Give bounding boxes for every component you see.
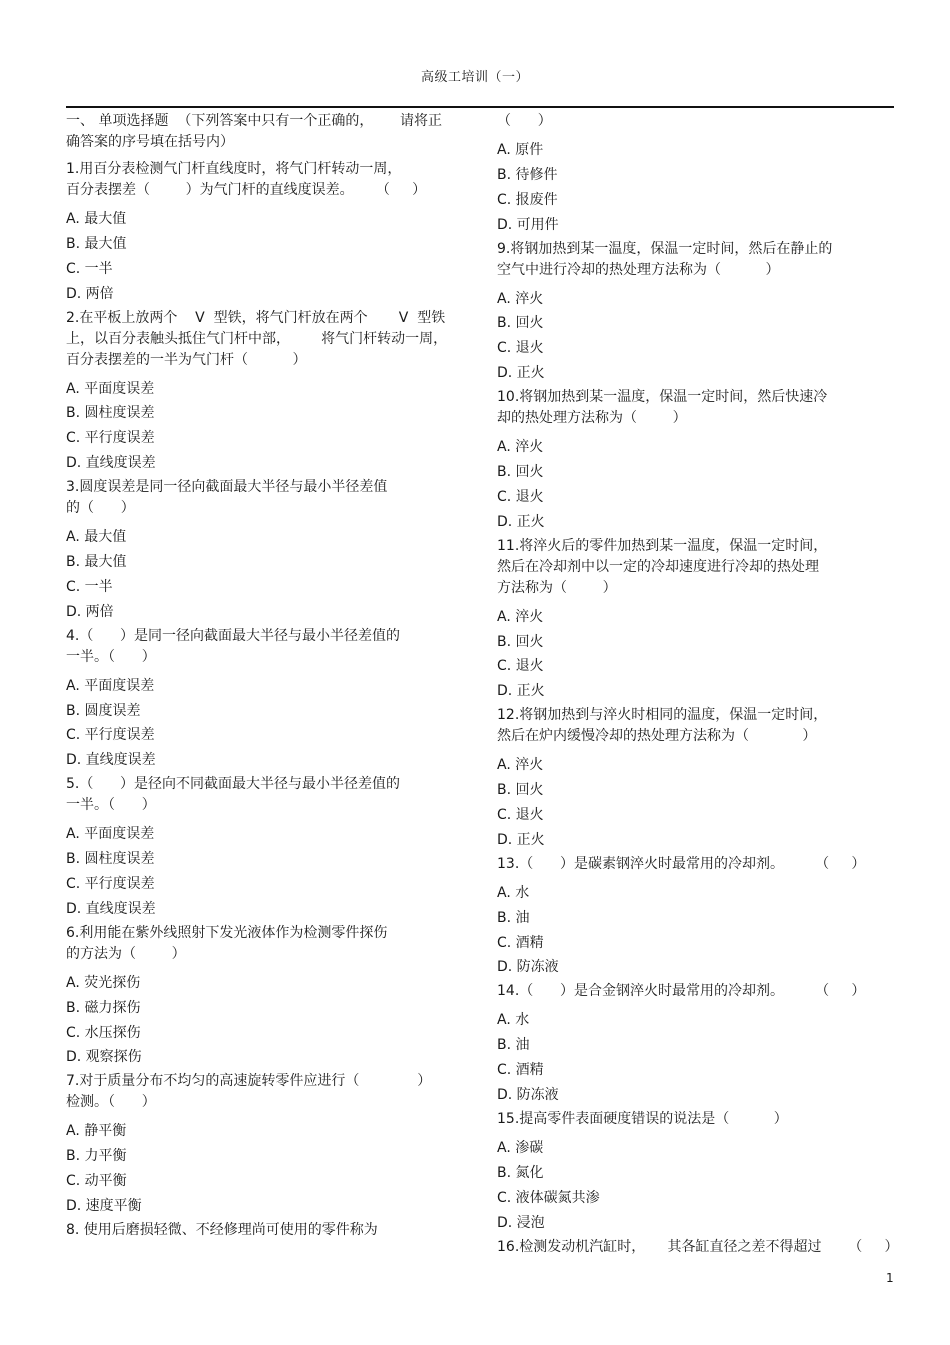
answer-option: D. 观察探伤 xyxy=(66,1049,142,1066)
header-rule xyxy=(66,106,894,108)
answer-option: C. 平行度误差 xyxy=(66,430,155,447)
answer-option: D. 两倍 xyxy=(66,603,114,620)
question-block xyxy=(66,1071,466,1113)
answer-option: D. 防冻液 xyxy=(497,959,559,976)
answer-option: A. 渗碳 xyxy=(497,1139,544,1156)
question-text: 然后在炉内缓慢冷却的热处理方法称为（ ） xyxy=(497,728,817,745)
answer-option: D. 正火 xyxy=(497,513,545,530)
section-heading-line: 确答案的序号填在括号内） xyxy=(66,134,234,150)
answer-option: B. 圆柱度误差 xyxy=(66,405,155,422)
answer-option: A. 淬火 xyxy=(497,290,544,307)
answer-option: B. 待修件 xyxy=(497,166,558,183)
answer-option: D. 两倍 xyxy=(66,285,114,302)
left-column xyxy=(66,109,466,1247)
question-text: 15.提高零件表面硬度错误的说法是（ ） xyxy=(497,1110,788,1127)
question-text: 11.将淬火后的零件加热到某一温度，保温一定时间， xyxy=(497,537,828,554)
answer-option: D. 浸泡 xyxy=(497,1214,545,1231)
question-block xyxy=(497,1109,897,1130)
section-heading-line: 一、 单项选择题 （下列答案中只有一个正确的， 请将正 xyxy=(66,113,443,129)
question-block xyxy=(497,239,897,281)
question-text: 的（ ） xyxy=(66,500,135,517)
answer-option: A. 原件 xyxy=(497,142,544,158)
answer-option: C. 液体碳氮共渗 xyxy=(497,1189,600,1206)
question-text: 上，以百分表触头抵住气门杆中部， 将气门杆转动一周， xyxy=(66,330,448,347)
answer-option: D. 速度平衡 xyxy=(66,1198,142,1215)
answer-option: C. 退火 xyxy=(497,658,544,675)
answer-option: D. 正火 xyxy=(497,683,545,700)
answer-option: B. 最大值 xyxy=(66,554,127,571)
question-text: 7.对于质量分布不均匀的高速旋转零件应进行（ ） xyxy=(66,1073,432,1090)
answer-option: A. 最大值 xyxy=(66,529,127,546)
question-text: 2.在平板上放两个 V 型铁，将气门杆放在两个 V 型铁 xyxy=(66,309,446,326)
question-block xyxy=(66,477,466,519)
answer-option: A. 淬火 xyxy=(497,757,544,774)
answer-option: C. 平行度误差 xyxy=(66,727,155,744)
question-text: 然后在冷却剂中以一定的冷却速度进行冷却的热处理 xyxy=(497,558,819,575)
answer-option: D. 正火 xyxy=(497,831,545,848)
page-number: 1 xyxy=(886,1271,894,1285)
question-text: 百分表摆差（ ）为气门杆的直线度误差。 （ ） xyxy=(66,182,427,198)
answer-option: B. 圆柱度误差 xyxy=(66,851,155,868)
question-block xyxy=(66,923,466,965)
question-block xyxy=(497,387,897,429)
question-text: 却的热处理方法称为（ ） xyxy=(497,410,687,427)
answer-option: B. 力平衡 xyxy=(66,1148,127,1165)
question-text: 13.（ ）是碳素钢淬火时最常用的冷却剂。 （ ） xyxy=(497,855,866,872)
answer-option: C. 平行度误差 xyxy=(66,876,155,893)
question-text: 12.将钢加热到与淬火时相同的温度，保温一定时间， xyxy=(497,707,828,724)
question-text: 方法称为（ ） xyxy=(497,579,617,596)
question-text: 16.检测发动机汽缸时， 其各缸直径之差不得超过 （ ） xyxy=(497,1238,899,1255)
question-text: 一半。（ ） xyxy=(66,797,156,814)
question-text: 10.将钢加热到某一温度，保温一定时间，然后快速冷 xyxy=(497,389,828,406)
answer-option: C. 退火 xyxy=(497,488,544,505)
question-block xyxy=(497,536,897,599)
answer-option: C. 一半 xyxy=(66,578,113,595)
question-text: 3.圆度误差是同一径向截面最大半径与最小半径差值 xyxy=(66,479,388,496)
right-column xyxy=(497,109,897,1264)
answer-option: C. 报废件 xyxy=(497,191,558,208)
question-block xyxy=(66,1220,466,1241)
answer-option: A. 水 xyxy=(497,884,530,901)
answer-option: A. 淬火 xyxy=(497,439,544,456)
answer-option: A. 淬火 xyxy=(497,608,544,625)
answer-option: D. 直线度误差 xyxy=(66,752,156,769)
answer-option: A. 荧光探伤 xyxy=(66,974,141,991)
section-heading xyxy=(66,111,466,153)
answer-option: C. 水压探伤 xyxy=(66,1024,141,1041)
question-text: （ ） xyxy=(497,113,552,129)
answer-option: A. 最大值 xyxy=(66,211,127,227)
question-text: 1.用百分表检测气门杆直线度时，将气门杆转动一周， xyxy=(66,161,402,177)
question-block xyxy=(497,705,897,747)
answer-option: B. 磁力探伤 xyxy=(66,999,141,1016)
answer-option: A. 平面度误差 xyxy=(66,826,155,843)
answer-option: D. 正火 xyxy=(497,365,545,382)
answer-option: B. 回火 xyxy=(497,464,544,481)
answer-option: C. 一半 xyxy=(66,260,113,277)
answer-option: D. 直线度误差 xyxy=(66,900,156,917)
answer-option: B. 圆度误差 xyxy=(66,702,141,719)
question-block xyxy=(66,159,466,201)
answer-option: B. 回火 xyxy=(497,782,544,799)
answer-option: D. 可用件 xyxy=(497,216,559,233)
answer-option: C. 酒精 xyxy=(497,934,544,951)
question-text: 4.（ ）是同一径向截面最大半径与最小半径差值的 xyxy=(66,627,401,644)
answer-option: A. 平面度误差 xyxy=(66,677,155,694)
question-block xyxy=(66,626,466,668)
answer-option: B. 回火 xyxy=(497,315,544,332)
page-header-title: 高级工培训（一） xyxy=(420,70,529,85)
answer-option: B. 氮化 xyxy=(497,1164,544,1181)
answer-option: B. 油 xyxy=(497,909,530,926)
question-text: 检测。（ ） xyxy=(66,1094,156,1111)
answer-option: A. 静平衡 xyxy=(66,1123,127,1140)
question-text: 一半。（ ） xyxy=(66,648,156,665)
question-text: 8. 使用后磨损轻微、不经修理尚可使用的零件称为 xyxy=(66,1221,378,1238)
answer-option: C. 退火 xyxy=(497,340,544,357)
question-text: 5.（ ）是径向不同截面最大半径与最小半径差值的 xyxy=(66,776,401,793)
answer-option: B. 油 xyxy=(497,1037,530,1054)
question-text: 空气中进行冷却的热处理方法称为（ ） xyxy=(497,261,780,278)
answer-option: B. 最大值 xyxy=(66,235,127,252)
answer-option: C. 动平衡 xyxy=(66,1173,127,1190)
question-text: 百分表摆差的一半为气门杆（ ） xyxy=(66,351,307,368)
question-continuation xyxy=(497,111,897,132)
question-block xyxy=(497,1237,897,1258)
answer-option: C. 酒精 xyxy=(497,1062,544,1079)
answer-option: D. 防冻液 xyxy=(497,1087,559,1104)
question-text: 的方法为（ ） xyxy=(66,945,186,962)
answer-option: A. 平面度误差 xyxy=(66,380,155,397)
question-text: 6.利用能在紫外线照射下发光液体作为检测零件探伤 xyxy=(66,924,388,941)
answer-option: A. 水 xyxy=(497,1012,530,1029)
question-block xyxy=(66,774,466,816)
question-block xyxy=(66,308,466,371)
answer-option: D. 直线度误差 xyxy=(66,455,156,472)
question-block xyxy=(497,854,897,875)
answer-option: C. 退火 xyxy=(497,807,544,824)
question-text: 14.（ ）是合金钢淬火时最常用的冷却剂。 （ ） xyxy=(497,983,866,1000)
question-block xyxy=(497,981,897,1002)
question-text: 9.将钢加热到某一温度，保温一定时间，然后在静止的 xyxy=(497,240,833,257)
answer-option: B. 回火 xyxy=(497,633,544,650)
